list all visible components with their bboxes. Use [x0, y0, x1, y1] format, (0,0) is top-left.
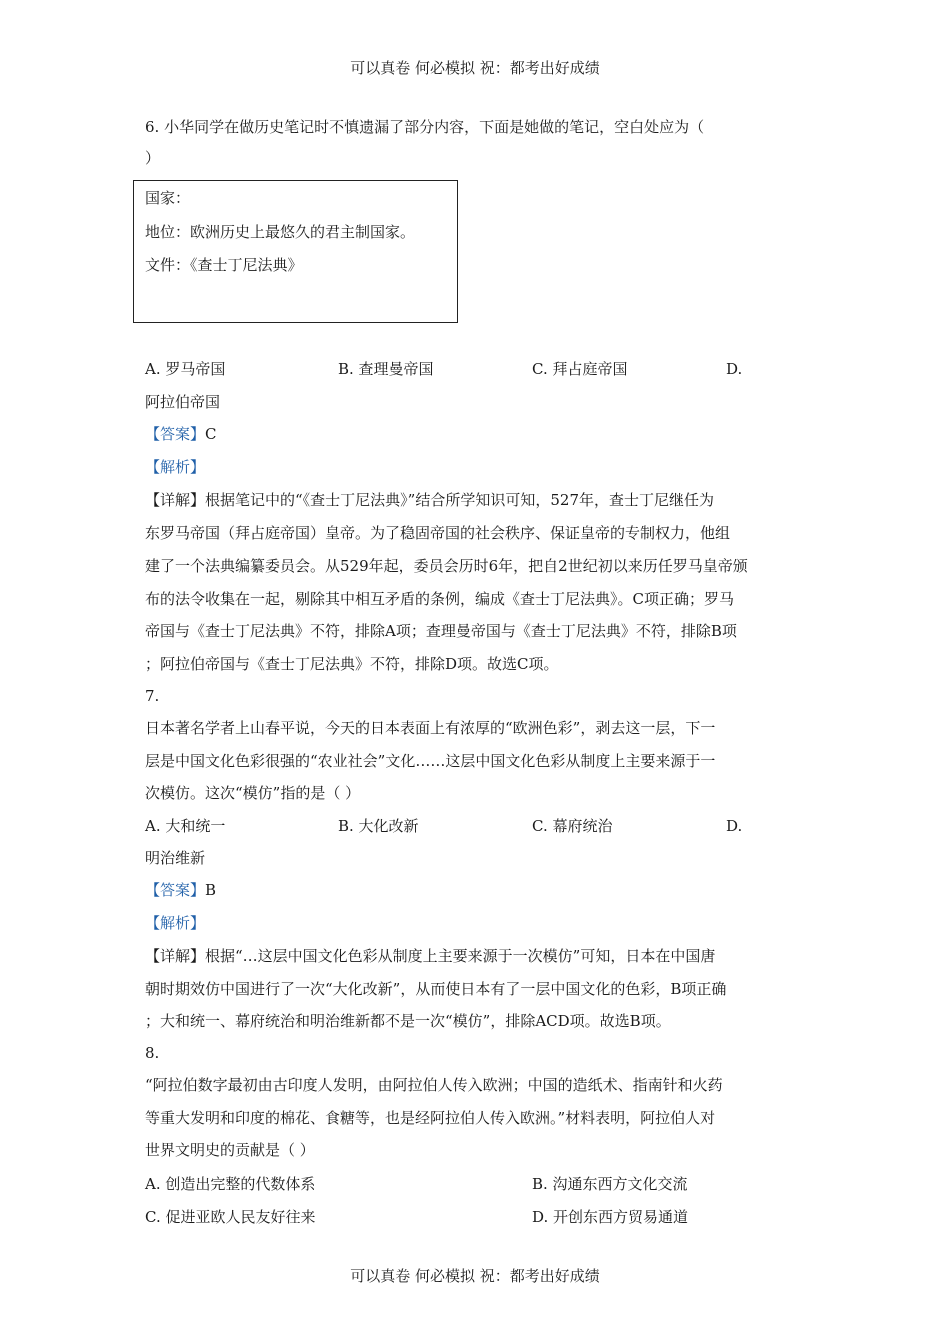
q6-note-document: 文件：《查士丁尼法典》	[145, 256, 303, 274]
q7-detail-line: 朝时期效仿中国进行了一次“大化改新”，从而使日本有了一层中国文化的色彩，B项正确	[145, 980, 727, 998]
q7-option-a: A. 大和统一	[145, 817, 226, 835]
q6-detail-line	[145, 490, 714, 510]
q7-analysis-tag: 【解析】	[145, 914, 206, 932]
q6-option-d-label: D.	[726, 360, 743, 378]
q6-note-status: 地位：欧洲历史上最悠久的君主制国家。	[145, 223, 416, 241]
page-header: 可以真卷 何必模拟 祝：都考出好成绩	[350, 59, 600, 77]
q6-detail-line: ；阿拉伯帝国与《查士丁尼法典》不符，排除D项。故选C项。	[145, 655, 559, 673]
q6-detail-tag: 【详解】	[145, 491, 206, 509]
q6-answer: C	[205, 425, 217, 443]
q7-option-d-text: 明治维新	[145, 849, 206, 867]
q7-detail-tag: 【详解】	[145, 947, 206, 965]
q7-detail-line	[145, 946, 715, 966]
q8-option-b: B. 沟通东西方文化交流	[532, 1175, 688, 1193]
q6-answer-line	[145, 424, 217, 444]
q6-detail-text: 根据笔记中的“《查士丁尼法典》”结合所学知识可知，527年，查士丁尼继任为	[205, 491, 714, 509]
q7-answer: B	[205, 881, 217, 899]
q6-detail-line: 帝国与《查士丁尼法典》不符，排除A项；查理曼帝国与《查士丁尼法典》不符，排除B项	[145, 622, 737, 640]
q8-stem-line: “阿拉伯数字最初由古印度人发明，由阿拉伯人传入欧洲；中国的造纸术、指南针和火药	[145, 1076, 723, 1094]
q6-stem-line1: 6. 小华同学在做历史笔记时不慎遗漏了部分内容，下面是她做的笔记，空白处应为（	[145, 118, 705, 136]
q7-detail-text: 根据“…这层中国文化色彩从制度上主要来源于一次模仿”可知，日本在中国唐	[205, 947, 716, 965]
q6-option-c: C. 拜占庭帝国	[532, 360, 628, 378]
q7-number: 7.	[145, 687, 160, 705]
q6-note-country: 国家：	[145, 189, 191, 207]
q6-option-b: B. 查理曼帝国	[338, 360, 434, 378]
q7-option-d-label: D.	[726, 817, 743, 835]
q7-stem-line: 次模仿。这次“模仿”指的是（ ）	[145, 784, 361, 802]
q7-detail-line: ；大和统一、幕府统治和明治维新都不是一次“模仿”，排除ACD项。故选B项。	[145, 1012, 671, 1030]
q6-stem-line2: ）	[145, 149, 161, 167]
q7-stem-line: 层是中国文化色彩很强的“农业社会”文化……这层中国文化色彩从制度上主要来源于一	[145, 752, 716, 770]
q7-answer-line	[145, 880, 216, 900]
q6-option-d-text: 阿拉伯帝国	[145, 393, 221, 411]
q7-option-c: C. 幕府统治	[532, 817, 613, 835]
q7-option-b: B. 大化改新	[338, 817, 419, 835]
q6-analysis-tag: 【解析】	[145, 458, 206, 476]
q8-stem-line: 世界文明史的贡献是（ ）	[145, 1141, 315, 1159]
q8-number: 8.	[145, 1044, 160, 1062]
q8-option-d: D. 开创东西方贸易通道	[532, 1208, 689, 1226]
q6-answer-tag: 【答案】	[145, 425, 206, 443]
q8-option-a: A. 创造出完整的代数体系	[145, 1175, 316, 1193]
q6-detail-line: 布的法令收集在一起，剔除其中相互矛盾的条例，编成《查士丁尼法典》。C项正确；罗马	[145, 590, 734, 608]
q6-detail-line: 东罗马帝国（拜占庭帝国）皇帝。为了稳固帝国的社会秩序、保证皇帝的专制权力，他组	[145, 524, 731, 542]
q7-stem-line: 日本著名学者上山春平说，今天的日本表面上有浓厚的“欧洲色彩”，剥去这一层，下一	[145, 719, 716, 737]
page-footer: 可以真卷 何必模拟 祝：都考出好成绩	[350, 1267, 600, 1285]
q7-answer-tag: 【答案】	[145, 881, 206, 899]
q8-stem-line: 等重大发明和印度的棉花、食糖等，也是经阿拉伯人传入欧洲。”材料表明，阿拉伯人对	[145, 1109, 716, 1127]
q8-option-c: C. 促进亚欧人民友好往来	[145, 1208, 316, 1226]
q6-option-a: A. 罗马帝国	[145, 360, 226, 378]
q6-detail-line: 建了一个法典编纂委员会。从529年起，委员会历时6年，把自2世纪初以来历任罗马皇帝颁	[145, 557, 748, 575]
